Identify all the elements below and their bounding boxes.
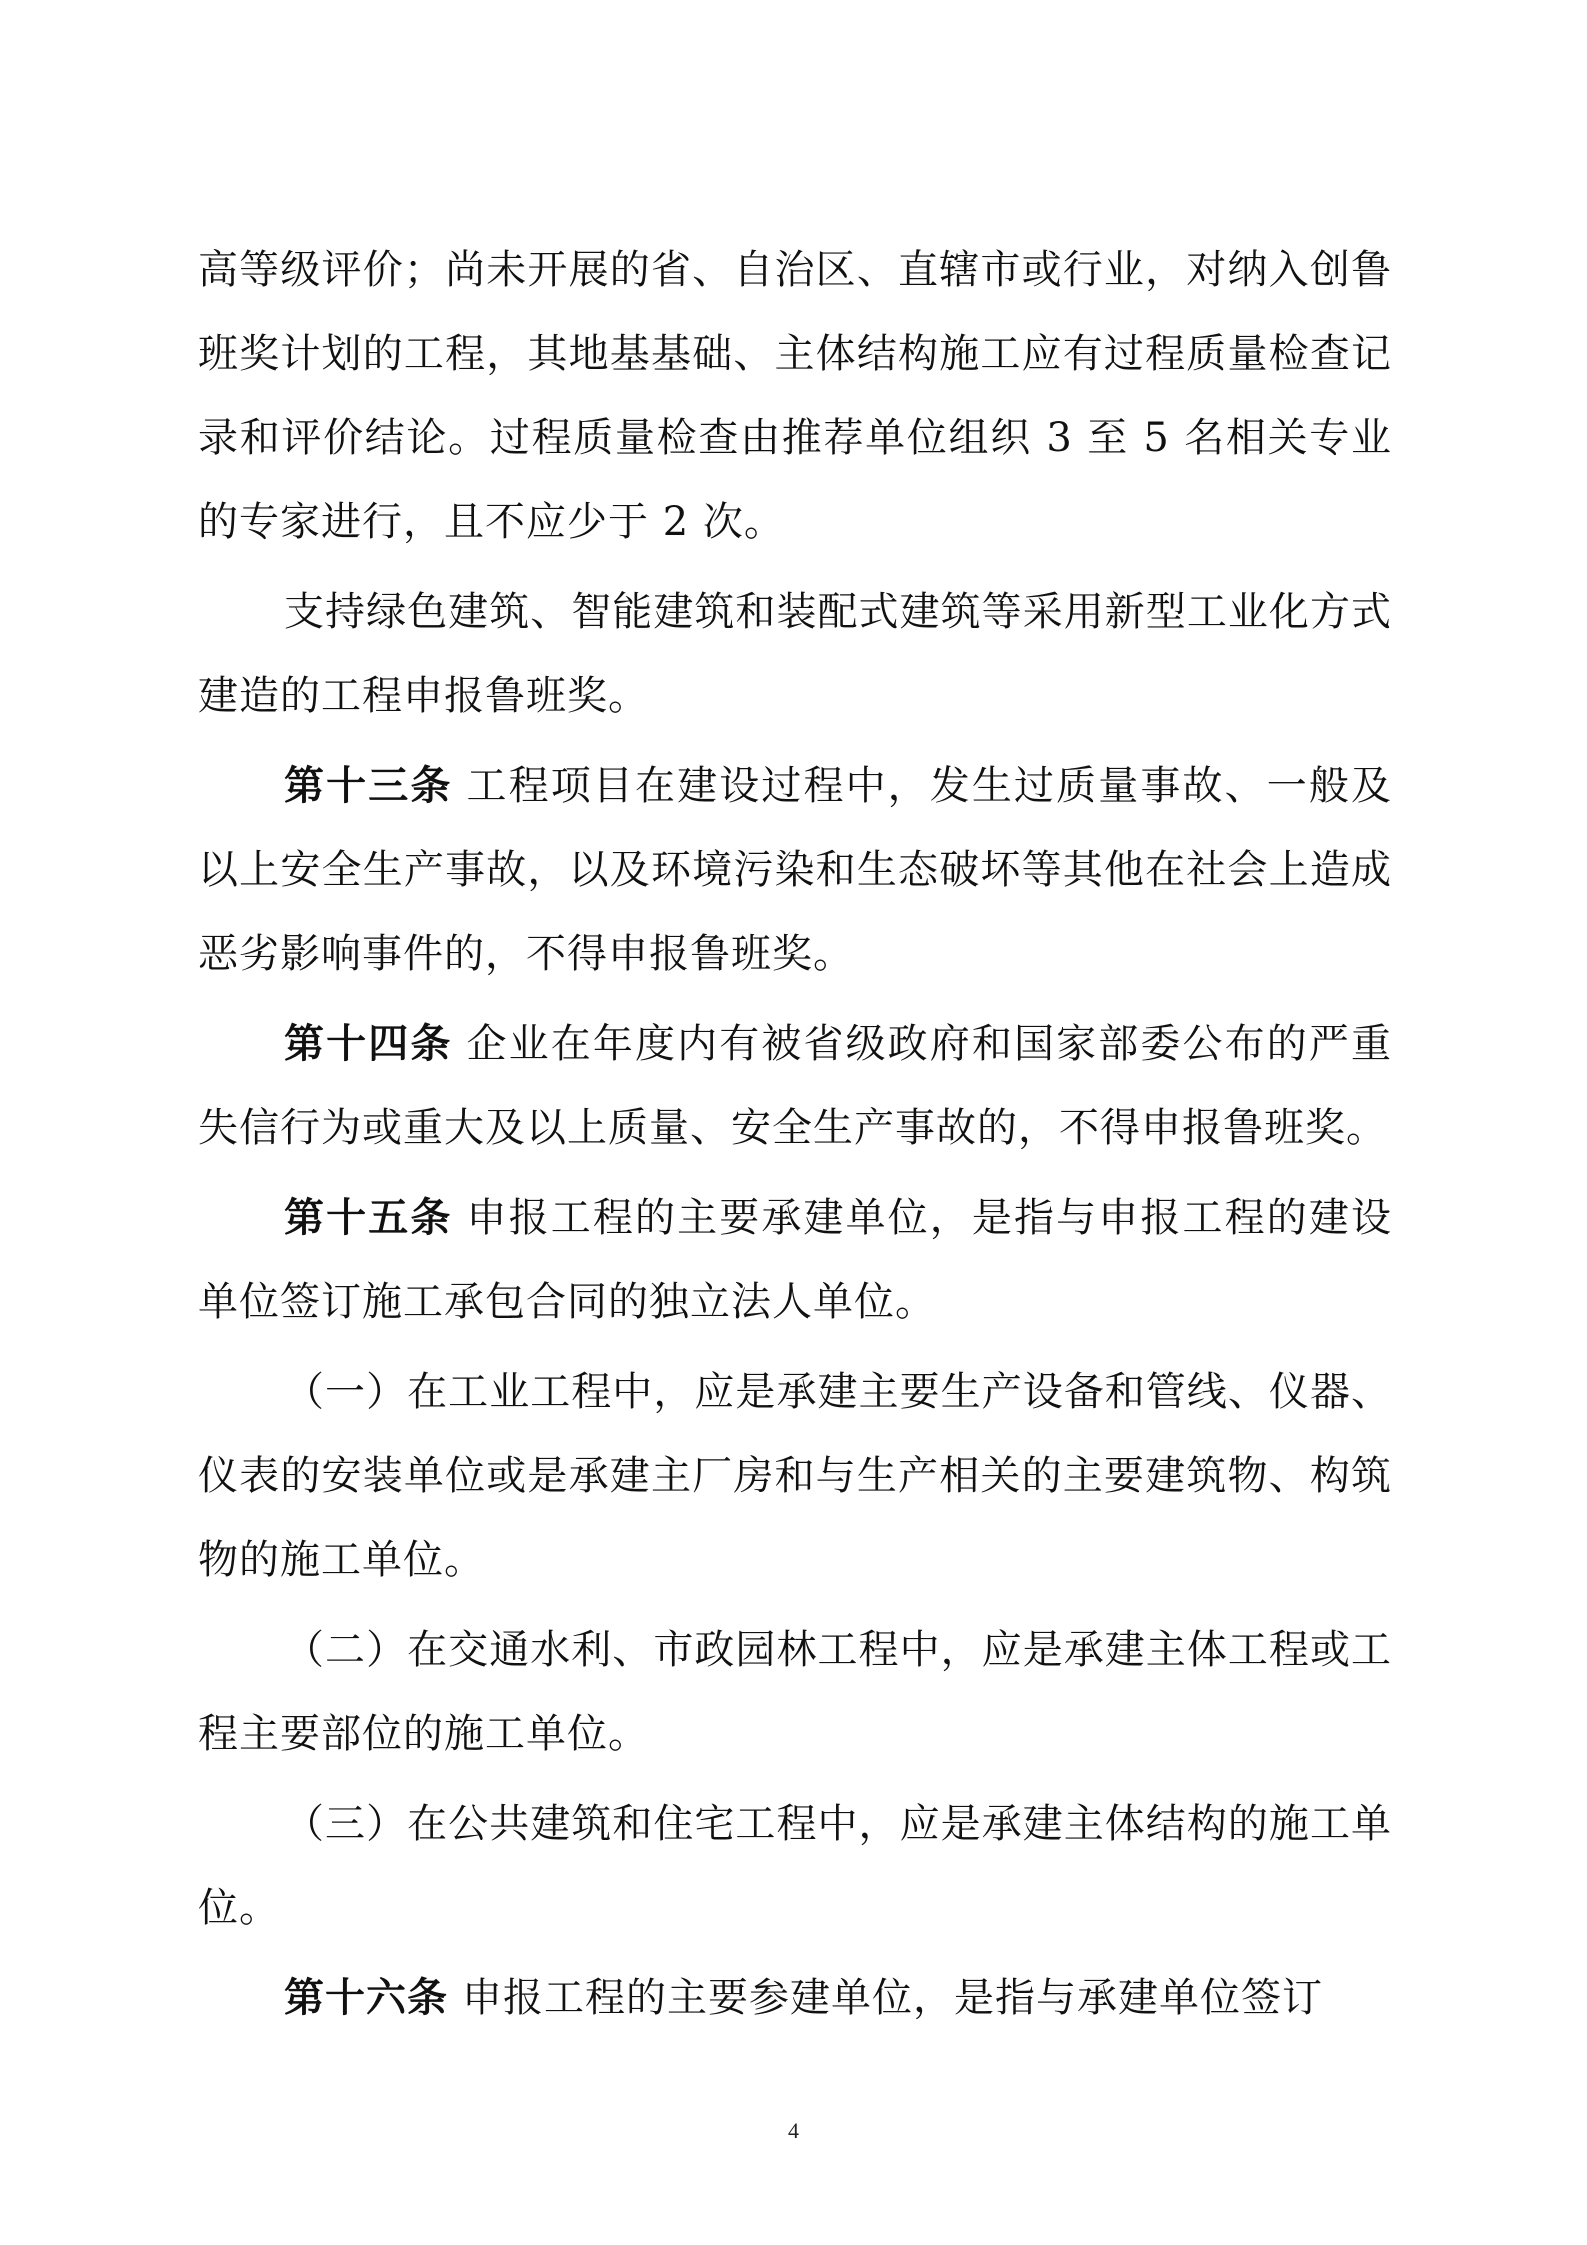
paragraph-1	[198, 228, 1392, 564]
paragraph-text: 高等级评价；尚未开展的省、自治区、直辖市或行业，对纳入创鲁班奖计划的工程，其地基基础、主体结构施工应有过程质量检查记录和评价结论。过程质量检查由推荐单位组织 3 至 5 名相关专业的专家进行，且不应少于 2 次。	[198, 247, 1392, 545]
paragraph-text: （一）在工业工程中，应是承建主要生产设备和管线、仪器、仪表的安装单位或是承建主厂房和与生产相关的主要建筑物、构筑物的施工单位。	[198, 1369, 1392, 1583]
clause-1	[198, 1350, 1392, 1602]
clause-2	[198, 1608, 1392, 1776]
paragraph-text: 企业在年度内有被省级政府和国家部委公布的严重失信行为或重大及以上质量、安全生产事故的，不得申报鲁班奖。	[198, 1021, 1393, 1151]
article-16	[198, 1956, 1392, 2040]
paragraph-text: 申报工程的主要承建单位，是指与申报工程的建设单位签订施工承包合同的独立法人单位。	[198, 1195, 1393, 1325]
paragraph-text: 申报工程的主要参建单位，是指与承建单位签订	[462, 1975, 1323, 2021]
clause-3	[198, 1782, 1392, 1950]
article-heading: 第十三条	[284, 763, 453, 809]
article-15	[198, 1176, 1392, 1344]
article-heading: 第十六条	[284, 1975, 448, 2021]
page-number: 4	[788, 2118, 799, 2143]
paragraph-text: 工程项目在建设过程中，发生过质量事故、一般及以上安全生产事故，以及环境污染和生态破坏等其他在社会上造成恶劣影响事件的，不得申报鲁班奖。	[198, 763, 1393, 977]
paragraph-text: （三）在公共建筑和住宅工程中，应是承建主体结构的施工单位。	[198, 1801, 1392, 1931]
paragraph-text: 支持绿色建筑、智能建筑和装配式建筑等采用新型工业化方式建造的工程申报鲁班奖。	[198, 589, 1392, 719]
article-13	[198, 744, 1392, 996]
article-heading: 第十四条	[284, 1021, 453, 1067]
article-14	[198, 1002, 1392, 1170]
document-body	[198, 228, 1392, 2046]
paragraph-2	[198, 570, 1392, 738]
paragraph-text: （二）在交通水利、市政园林工程中，应是承建主体工程或工程主要部位的施工单位。	[198, 1627, 1392, 1757]
article-heading: 第十五条	[284, 1195, 453, 1241]
